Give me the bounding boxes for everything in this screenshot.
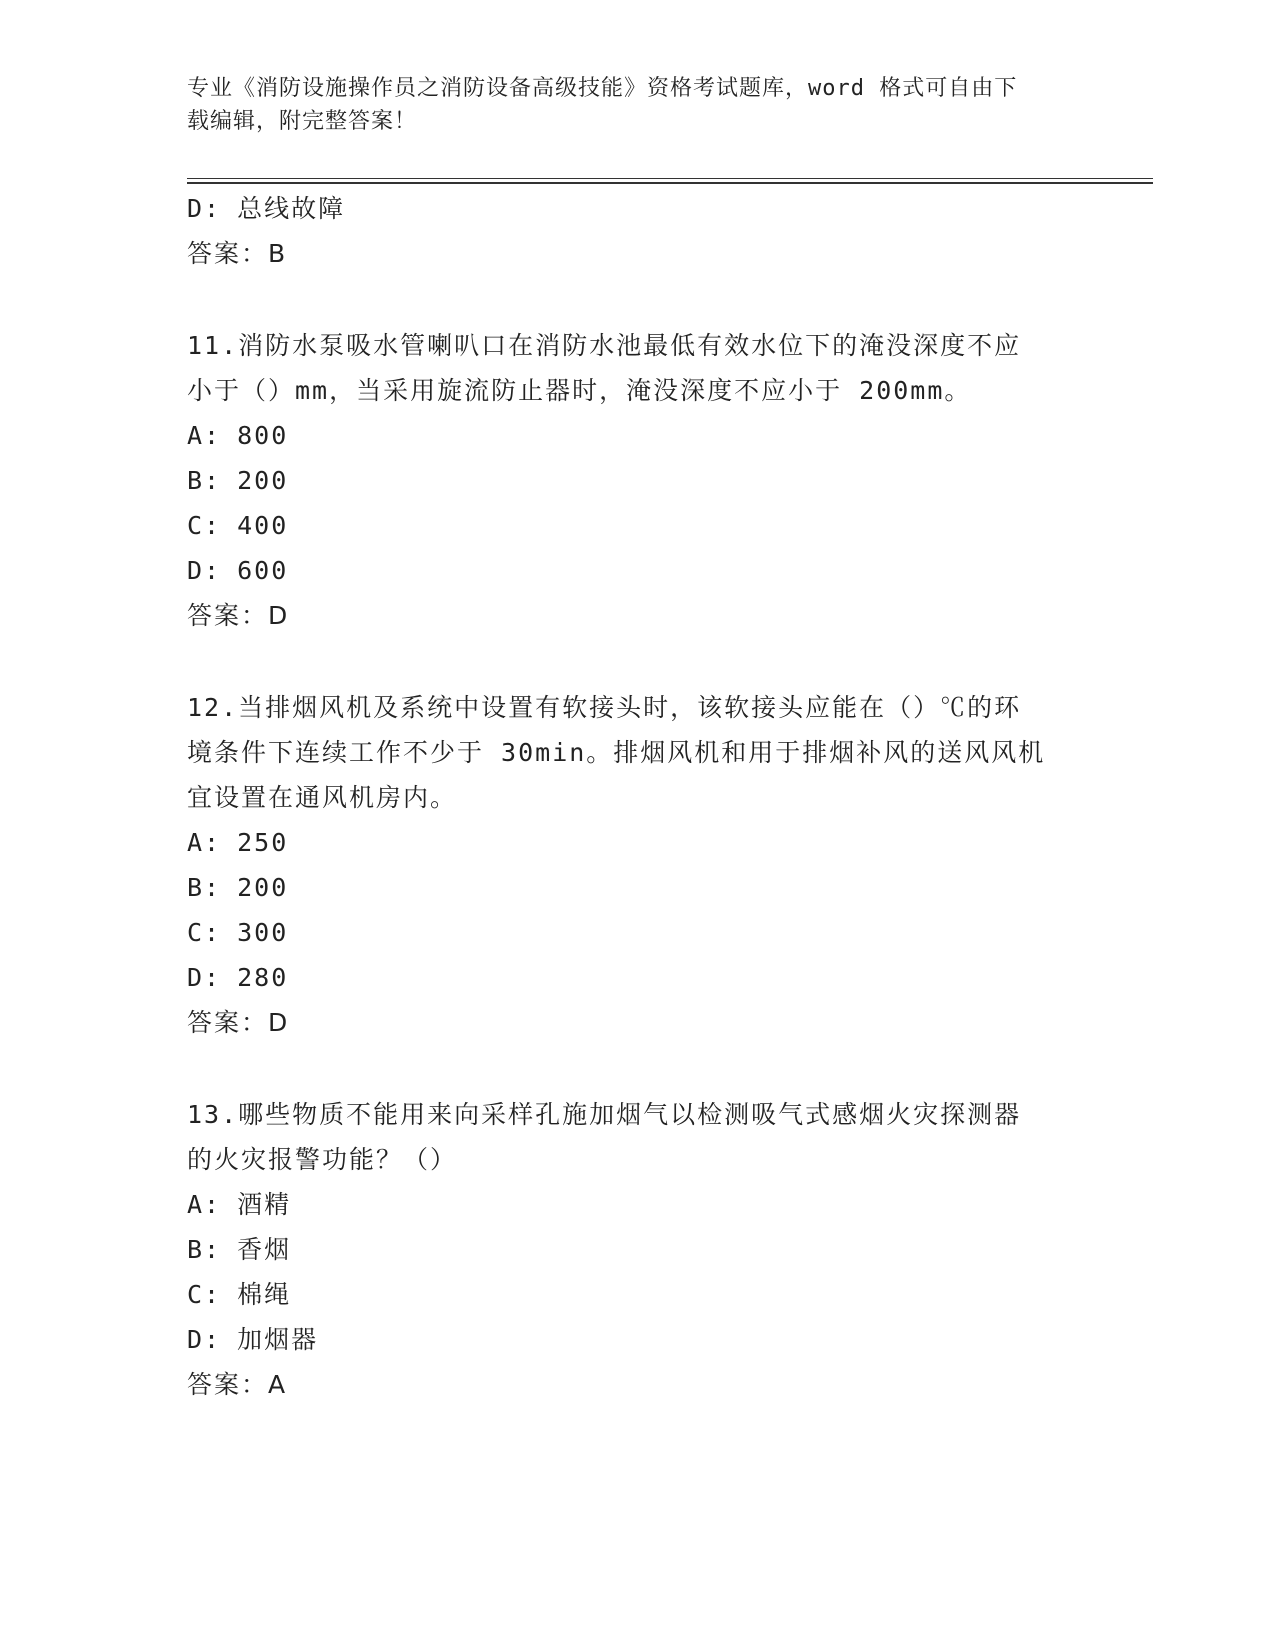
question-text-line-1: 12.当排烟风机及系统中设置有软接头时，该软接头应能在（）℃的环: [187, 693, 1022, 722]
option-text: 200: [237, 873, 289, 902]
header-rule-thick: [187, 182, 1153, 184]
option-c: [187, 503, 1087, 548]
answer-line: 答案：A: [187, 1370, 288, 1399]
option-label: A:: [187, 1190, 222, 1219]
answer-line: 答案：D: [187, 1008, 290, 1037]
question-11: [187, 323, 1087, 638]
option-text: 酒精: [237, 1190, 292, 1219]
option-text: 800: [237, 421, 289, 450]
question-text-line-1: 13.哪些物质不能用来向采样孔施加烟气以检测吸气式感烟火灾探测器: [187, 1100, 1022, 1129]
answer-line: 答案：B: [187, 239, 288, 268]
document-header: [187, 72, 1087, 138]
option-label: A:: [187, 828, 222, 857]
option-label: D:: [187, 556, 222, 585]
option-label: D:: [187, 1325, 222, 1354]
option-text: 300: [237, 918, 289, 947]
option-d: [187, 548, 1087, 593]
option-text: 200: [237, 466, 289, 495]
option-d: [187, 1317, 1087, 1362]
option-label: A:: [187, 421, 222, 450]
option-label: D:: [187, 963, 222, 992]
option-b: [187, 1227, 1087, 1272]
option-label: C:: [187, 1280, 222, 1309]
question-text-line-2: 的火灾报警功能？（）: [187, 1145, 458, 1174]
question-text-line-1: 11.消防水泵吸水管喇叭口在消防水池最低有效水位下的淹没深度不应: [187, 331, 1022, 360]
option-text: 400: [237, 511, 289, 540]
option-label: C:: [187, 918, 222, 947]
question-list: [187, 186, 1087, 1407]
option-text: 加烟器: [237, 1325, 319, 1354]
header-line-1: 专业《消防设施操作员之消防设备高级技能》资格考试题库，word 格式可自由下: [187, 76, 1018, 101]
option-d: [187, 186, 1087, 231]
option-a: [187, 413, 1087, 458]
option-text: 600: [237, 556, 289, 585]
question-text-line-3: 宜设置在通风机房内。: [187, 783, 458, 812]
option-label: D:: [187, 194, 222, 223]
question-13: [187, 1092, 1087, 1407]
header-rule-thin: [187, 178, 1153, 179]
option-c: [187, 1272, 1087, 1317]
option-a: [187, 1182, 1087, 1227]
option-text: 250: [237, 828, 289, 857]
option-label: B:: [187, 1235, 222, 1264]
option-text: 总线故障: [237, 194, 346, 223]
option-d: [187, 955, 1087, 1000]
option-b: [187, 865, 1087, 910]
option-c: [187, 910, 1087, 955]
option-a: [187, 820, 1087, 865]
previous-question-tail: [187, 186, 1087, 276]
option-label: B:: [187, 873, 222, 902]
question-text-line-2: 境条件下连续工作不少于 30min。排烟风机和用于排烟补风的送风风机: [187, 738, 1046, 767]
option-text: 棉绳: [237, 1280, 292, 1309]
answer-line: 答案：D: [187, 601, 290, 630]
question-12: [187, 685, 1087, 1045]
option-b: [187, 458, 1087, 503]
question-text-line-2: 小于（）mm，当采用旋流防止器时，淹没深度不应小于 200mm。: [187, 376, 972, 405]
option-label: B:: [187, 466, 222, 495]
option-label: C:: [187, 511, 222, 540]
option-text: 280: [237, 963, 289, 992]
header-line-2: 载编辑，附完整答案！: [187, 109, 418, 134]
option-text: 香烟: [237, 1235, 292, 1264]
